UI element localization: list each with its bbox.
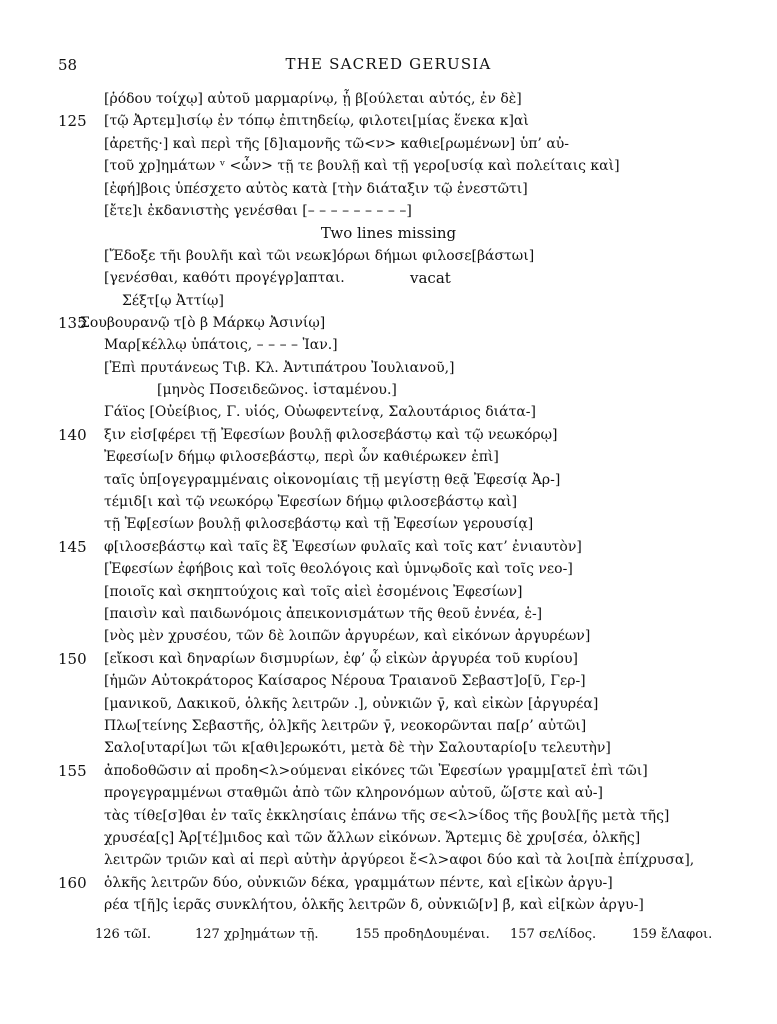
text-line bbox=[0, 110, 777, 132]
line-number: 160 bbox=[58, 873, 87, 892]
line-text: τέμιδ[ι καὶ τῷ νεωκόρῳ Ἐφεσίων δήμῳ φιλοσεβάστῳ καὶ] bbox=[104, 494, 518, 511]
line-text: Μαρ[κέλλῳ ὑπάτοις, – – – – Ἰαν.] bbox=[104, 337, 338, 354]
text-line bbox=[0, 245, 777, 267]
line-text: φ[ιλοσεβάστῳ καὶ ταῖς ἓξ Ἐφεσίων φυλαῖς καὶ τοῖς κατ’ ἐνιαυτὸν] bbox=[104, 538, 582, 555]
apparatus-notes bbox=[0, 927, 777, 949]
line-text: ἀποδοθῶσιν αἱ προδη<λ>ούμεναι εἰκόνες τῶι Ἐφεσίων γραμμ[ατεῖ ἐπὶ τῶι] bbox=[104, 762, 648, 779]
line-text: [ποιοῖς καὶ σκηπτούχοις καὶ τοῖς αἰεὶ ἐσομένοις Ἐφεσίων] bbox=[104, 583, 523, 600]
line-text: ταῖς ὑπ[ογεγραμμέναις οἰκονομίαις τῇ μεγίστῃ θεᾷ Ἐφεσίᾳ Ἀρ-] bbox=[104, 471, 561, 488]
text-line bbox=[0, 715, 777, 737]
text-line bbox=[0, 805, 777, 827]
line-number: 150 bbox=[58, 649, 87, 668]
line-text: [τοῦ χρ]ημάτων ᵛ <ὧν> τῇ τε βουλῇ καὶ τῇ γερο[υσίᾳ καὶ πολείταις καὶ] bbox=[104, 158, 620, 175]
text-line bbox=[0, 513, 777, 535]
line-text: ξιν εἰσ[φέρει τῇ Ἐφεσίων βουλῇ φιλοσεβάστῳ καὶ τῷ νεωκόρῳ] bbox=[104, 426, 558, 443]
line-text: [παισὶν καὶ παιδωνόμοις ἀπεικονισμάτων τῆς θεοῦ ἐννέα, ἑ-] bbox=[104, 605, 543, 622]
line-text: Σουβουρανῷ τ[ὸ β Μάρκῳ Ἀσινίῳ] bbox=[80, 314, 326, 331]
line-number: 135 bbox=[58, 313, 87, 332]
line-text: Πλω[τείνης Σεβαστῆς, ὁλ]κῆς λειτρῶν γ̄, νεοκορῶνται πα[ρ’ αὐτῶι] bbox=[104, 717, 587, 734]
line-text: [γενέσθαι, καθότι προγέγρ]απται. bbox=[104, 270, 345, 287]
running-title: THE SACRED GERUSIA bbox=[285, 55, 492, 73]
vacat-mark: vacat bbox=[410, 269, 451, 288]
text-line bbox=[0, 491, 777, 513]
text-line bbox=[0, 827, 777, 849]
line-text: [ἐφή]βοις ὑπέσχετο αὐτὸς κατὰ [τὴν διάταξιν τῷ ἐνεστῶτι] bbox=[104, 180, 528, 197]
line-text: ρέα τ[ῆ]ς ἱερᾶς συνκλήτου, ὁλκῆς λειτρῶν δ, οὐνκιῶ[ν] β̄, καὶ εἰ[κὼν ἀργυ-] bbox=[104, 897, 644, 914]
text-line bbox=[0, 849, 777, 871]
text-line bbox=[0, 603, 777, 625]
text-line bbox=[0, 290, 777, 312]
line-number: 145 bbox=[58, 537, 87, 556]
page-number: 58 bbox=[58, 56, 78, 74]
apparatus-note: 155 προδηΔουμέναι. bbox=[355, 927, 490, 942]
text-line bbox=[0, 648, 777, 670]
line-text: [ἔτε]ι ἐκδανιστὴς γενέσθαι [– – – – – – – – –] bbox=[104, 202, 412, 219]
line-text: [τῷ Ἀρτεμ]ισίῳ ἐν τόπῳ ἐπιτηδείῳ, φιλοτει[μίας ἕνεκα κ]αὶ bbox=[104, 113, 529, 130]
line-text: Ἐφεσίω[ν δήμῳ φιλοσεβάστῳ, περὶ ὧν καθιέρωκεν ἐπὶ] bbox=[104, 449, 499, 466]
line-text: ὁλκῆς λειτρῶν δύο, οὐνκιῶν δέκα, γραμμάτων πέντε, καὶ ε[ἰκὼν ἀργυ-] bbox=[104, 874, 613, 891]
text-line bbox=[0, 401, 777, 423]
text-line bbox=[0, 872, 777, 894]
text-line bbox=[0, 200, 777, 222]
line-text: [Ἐφεσίων ἐφήβοις καὶ τοῖς θεολόγοις καὶ ὑμνῳδοῖς καὶ τοῖς νεο-] bbox=[104, 561, 573, 578]
line-text: [Ἐπὶ πρυτάνεως Τιβ. Κλ. Ἀντιπάτρου Ἰουλιανοῦ,] bbox=[104, 359, 455, 376]
text-line bbox=[0, 558, 777, 580]
section-note bbox=[0, 222, 777, 244]
line-text: [νὸς μὲν χρυσέου, τῶν δὲ λοιπῶν ἀργυρέων, καὶ εἰκόνων ἀργυρέων] bbox=[104, 628, 591, 645]
text-line bbox=[0, 625, 777, 647]
text-line bbox=[0, 312, 777, 334]
inscription-text bbox=[0, 88, 777, 916]
text-line bbox=[0, 737, 777, 759]
text-line bbox=[0, 469, 777, 491]
text-line bbox=[0, 670, 777, 692]
line-text: [ἀρετῆς·] καὶ περὶ τῆς [δ]ιαμονῆς τῶ<ν> καθιε[ρωμένων] ὑπ’ αὐ- bbox=[104, 135, 570, 152]
text-line bbox=[0, 178, 777, 200]
text-line bbox=[0, 894, 777, 916]
line-text: Γάϊος [Οὐείβιος, Γ. υἱός, Οὐωφεντείνᾳ, Σαλουτάριος διάτα-] bbox=[104, 404, 536, 421]
text-line bbox=[0, 536, 777, 558]
apparatus-note: 159 ἔΛαφοι. bbox=[632, 927, 713, 942]
line-text: τὰς τίθε[σ]θαι ἐν ταῖς ἐκκλησίαις ἐπάνω τῆς σε<λ>ίδος τῆς βουλ[ῆς μετὰ τῆς] bbox=[104, 807, 670, 824]
line-text: χρυσέα[ς] Ἀρ[τέ]μιδος καὶ τῶν ἄλλων εἰκόνων. Ἄρτεμις δὲ χρυ[σέα, ὁλκῆς] bbox=[104, 829, 641, 846]
line-text: [Ἔδοξε τῆι βουλῆι καὶ τῶι νεωκ]όρωι δήμωι φιλοσε[βάστωι] bbox=[104, 247, 535, 264]
line-number: 155 bbox=[58, 761, 87, 780]
apparatus-note: 157 σεΛίδος. bbox=[510, 927, 597, 942]
line-text: Σαλο[υταρί]ωι τῶι κ[αθι]ερωκότι, μετὰ δὲ τὴν Σαλουταρίο[υ τελευτὴν] bbox=[104, 740, 611, 757]
line-text: [ῥόδου τοίχῳ] αὐτοῦ μαρμαρίνῳ, ᾗ β[ούλεται αὐτός, ἐν δὲ] bbox=[104, 91, 522, 107]
text-line bbox=[0, 581, 777, 603]
apparatus-note: 127 χρ]ημάτων τῇ. bbox=[195, 927, 319, 942]
text-line bbox=[0, 357, 777, 379]
text-line bbox=[0, 693, 777, 715]
text-line bbox=[0, 267, 777, 289]
line-text: τῇ Ἐφ[εσίων βουλῇ φιλοσεβάστῳ καὶ τῇ Ἐφεσίων γερουσίᾳ] bbox=[104, 516, 534, 533]
line-number: 140 bbox=[58, 425, 87, 444]
text-line bbox=[0, 334, 777, 356]
line-text: [ἡμῶν Αὐτοκράτορος Καίσαρος Νέρουα Τραιανοῦ Σεβαστ]ο[ῦ, Γερ-] bbox=[104, 673, 586, 690]
text-line bbox=[0, 379, 777, 401]
line-number: 125 bbox=[58, 112, 87, 131]
text-line bbox=[0, 88, 777, 110]
line-text: [εἴκοσι καὶ δηναρίων δισμυρίων, ἐφ’ ᾧ εἰκὼν ἀργυρέα τοῦ κυρίου] bbox=[104, 650, 578, 667]
text-line bbox=[0, 133, 777, 155]
line-text: Two lines missing bbox=[320, 224, 457, 243]
text-line bbox=[0, 155, 777, 177]
text-line bbox=[0, 446, 777, 468]
line-text: προγεγραμμένωι σταθμῶι ἀπὸ τῶν κληρονόμων αὐτοῦ, ὥ[στε καὶ αὐ-] bbox=[104, 785, 603, 802]
text-line bbox=[0, 424, 777, 446]
line-text: [μανικοῦ, Δακικοῦ, ὁλκῆς λειτρῶν .], οὐνκιῶν γ̄, καὶ εἰκὼν [ἀργυρέα] bbox=[104, 695, 599, 712]
text-line bbox=[0, 782, 777, 804]
line-text: [μηνὸς Ποσειδεῶνος. ἱσταμένου.] bbox=[157, 382, 397, 399]
apparatus-note: 126 τῶΙ. bbox=[95, 927, 152, 942]
text-line bbox=[0, 760, 777, 782]
page-header bbox=[0, 48, 777, 78]
line-text: Σέξτ[ῳ Ἀττίῳ] bbox=[122, 292, 224, 309]
line-text: λειτρῶν τριῶν καὶ αἱ περὶ αὐτὴν ἀργύρεοι ἔ<λ>αφοι δύο καὶ τὰ λοι[πὰ ἐπίχρυσα], bbox=[104, 852, 695, 869]
